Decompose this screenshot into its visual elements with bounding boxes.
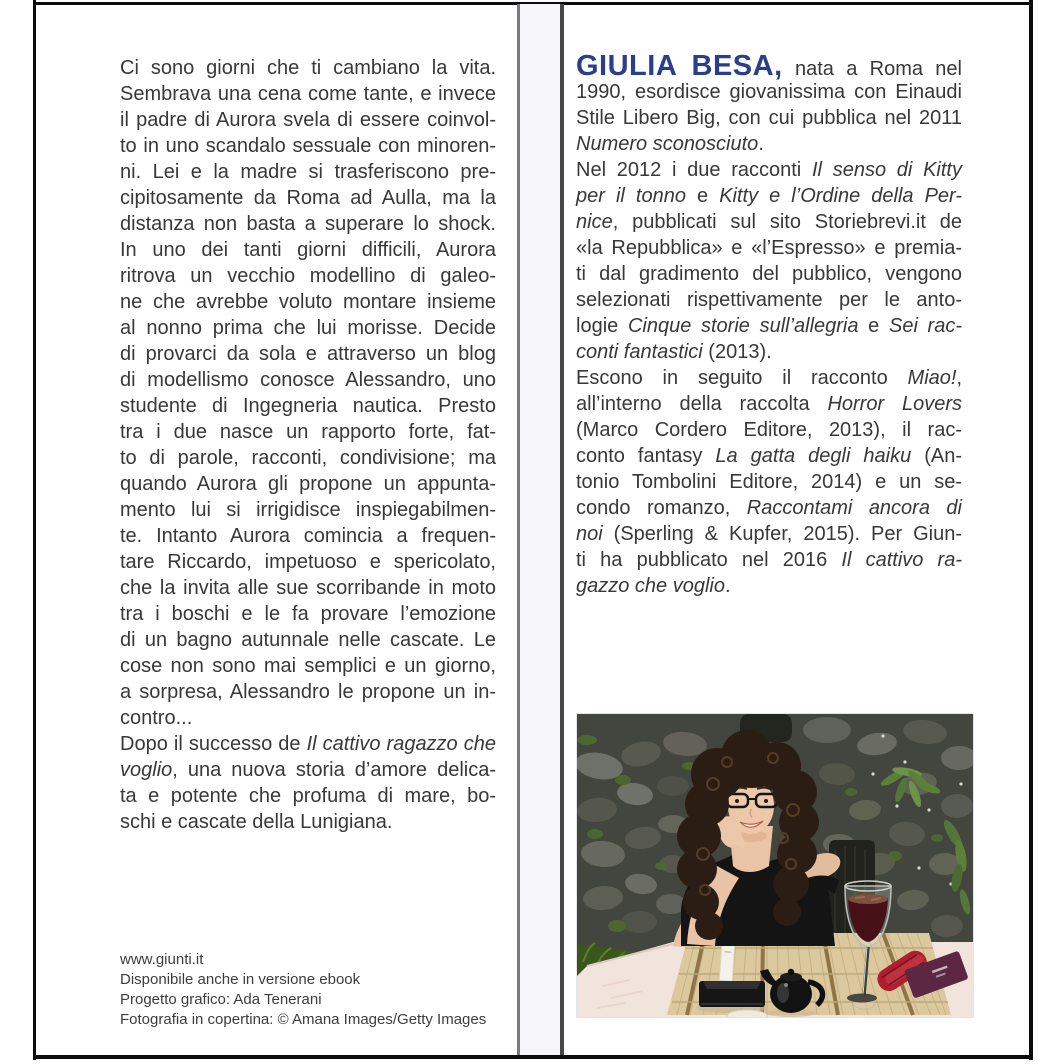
bio-text — [576, 50, 963, 599]
text-line: condo romanzo, Raccontami ancora di — [576, 497, 962, 519]
text-line: ne che avrebbe voluto montare insieme — [120, 291, 496, 313]
text-line: cose non sono mai semplici e un giorno, — [120, 655, 496, 677]
text-line: gazzo che voglio. — [576, 575, 731, 597]
text-line: nice, pubblicati sul sito Storiebrevi.it de — [576, 211, 962, 233]
text-line: tonio Tombolini Editore, 2014) e un se- — [576, 471, 962, 493]
text-line: per il tonno e Kitty e l’Ordine della Per- — [576, 185, 962, 207]
fold-line-right — [560, 4, 564, 1055]
text-line: tra i due nasce un rapporto forte, fat- — [120, 421, 496, 443]
credit-line: Fotografia in copertina: © Amana Images/Getty Images — [120, 1011, 487, 1028]
flap-edge-right — [1029, 0, 1033, 1060]
text-line: studente di Ingegneria nautica. Presto — [120, 395, 496, 417]
text-line: In uno dei tanti giorni difficili, Aurora — [120, 239, 496, 261]
text-line: voglio, una nuova storia d’amore delica- — [120, 759, 496, 781]
text-line: a sorpresa, Alessandro le propone un in- — [120, 681, 496, 703]
text-line: to in uno scandalo sessuale con minoren- — [120, 135, 496, 157]
synopsis-text — [120, 55, 496, 835]
text-line: Dopo il successo de Il cattivo ragazzo che — [120, 733, 496, 755]
credit-line: Progetto grafico: Ada Tenerani — [120, 991, 322, 1008]
credit-line: www.giunti.it — [120, 951, 204, 968]
text-line: contro... — [120, 707, 193, 729]
text-line: che la invita alle sue scorribande in moto — [120, 577, 496, 599]
text-line: ni. Lei e la madre si trasferiscono pre- — [120, 161, 496, 183]
text-line: ti ha pubblicato nel 2016 Il cattivo ra- — [576, 549, 962, 571]
text-line: to di parole, racconti, condivisione; ma — [120, 447, 496, 469]
text-line: cipitosamente da Roma ad Aulla, ma la — [120, 187, 496, 209]
text-line: ti dal gradimento del pubblico, vengono — [576, 263, 962, 285]
text-line: ritrova un vecchio modellino di galeo- — [120, 265, 496, 287]
flap-fold-gap — [520, 4, 560, 1055]
text-line: 1990, esordisce giovanissima con Einaudi — [576, 81, 962, 103]
text-line: Ci sono giorni che ti cambiano la vita. — [120, 57, 496, 79]
text-line: ta e potente che profuma di mare, bo- — [120, 785, 496, 807]
text-line: GIULIA BESA, nata a Roma nel — [576, 50, 962, 82]
text-line: schi e cascate della Lunigiana. — [120, 811, 393, 833]
text-line: logie Cinque storie sull’allegria e Sei rac- — [576, 315, 963, 337]
text-line: noi (Sperling & Kupfer, 2015). Per Giun- — [576, 523, 962, 545]
text-line: selezionati rispettivamente per le anto- — [576, 289, 962, 311]
fold-line-left — [517, 4, 520, 1055]
text-line: Numero sconosciuto. — [576, 133, 764, 155]
text-line: di modellismo conosce Alessandro, uno — [120, 369, 496, 391]
flap-edge-bottom — [33, 1055, 1033, 1059]
black-tray — [696, 981, 768, 1013]
text-line: Escono in seguito il racconto Miao!, — [576, 367, 962, 389]
credits — [120, 950, 486, 1030]
text-line: Nel 2012 i due racconti Il senso di Kitty — [576, 159, 962, 181]
text-line: all’interno della raccolta Horror Lovers — [576, 393, 963, 415]
author-name: GIULIA BESA, — [576, 50, 783, 82]
text-line: conti fantastici (2013). — [576, 341, 772, 363]
text-line: tare Riccardo, impetuoso e spericolato, — [120, 551, 496, 573]
text-line: il padre di Aurora svela di essere coinvol- — [120, 109, 496, 131]
text-line: di provarci da sola e attraverso un blog — [120, 343, 496, 365]
text-line: conto fantasy La gatta degli haiku (An- — [576, 445, 963, 467]
credit-line: Disponibile anche in versione ebook — [120, 971, 361, 988]
text-line: di un bagno autunnale nelle cascate. Le — [120, 629, 496, 651]
text-line: mento lui si irrigidisce inspiegabilmen- — [120, 499, 496, 521]
text-line: (Marco Cordero Editore, 2013), il rac- — [576, 419, 962, 441]
text-line: tra i boschi e le fa provare l’emozione — [120, 603, 496, 625]
text-line: Sembrava una cena come tante, e invece — [120, 83, 496, 105]
text-line: quando Aurora gli propone un appunta- — [120, 473, 496, 495]
text-line: te. Intanto Aurora comincia a frequen- — [120, 525, 496, 547]
author-photo — [576, 713, 974, 1018]
text-line: «la Repubblica» e «l’Espresso» e premia- — [576, 237, 962, 259]
text-line: al nonno prima che lui morisse. Decide — [120, 317, 496, 339]
text-line: Stile Libero Big, con cui pubblica nel 2011 — [576, 107, 962, 129]
text-line: distanza non basta a superare lo shock. — [120, 213, 496, 235]
flap-edge-left — [33, 0, 36, 1060]
